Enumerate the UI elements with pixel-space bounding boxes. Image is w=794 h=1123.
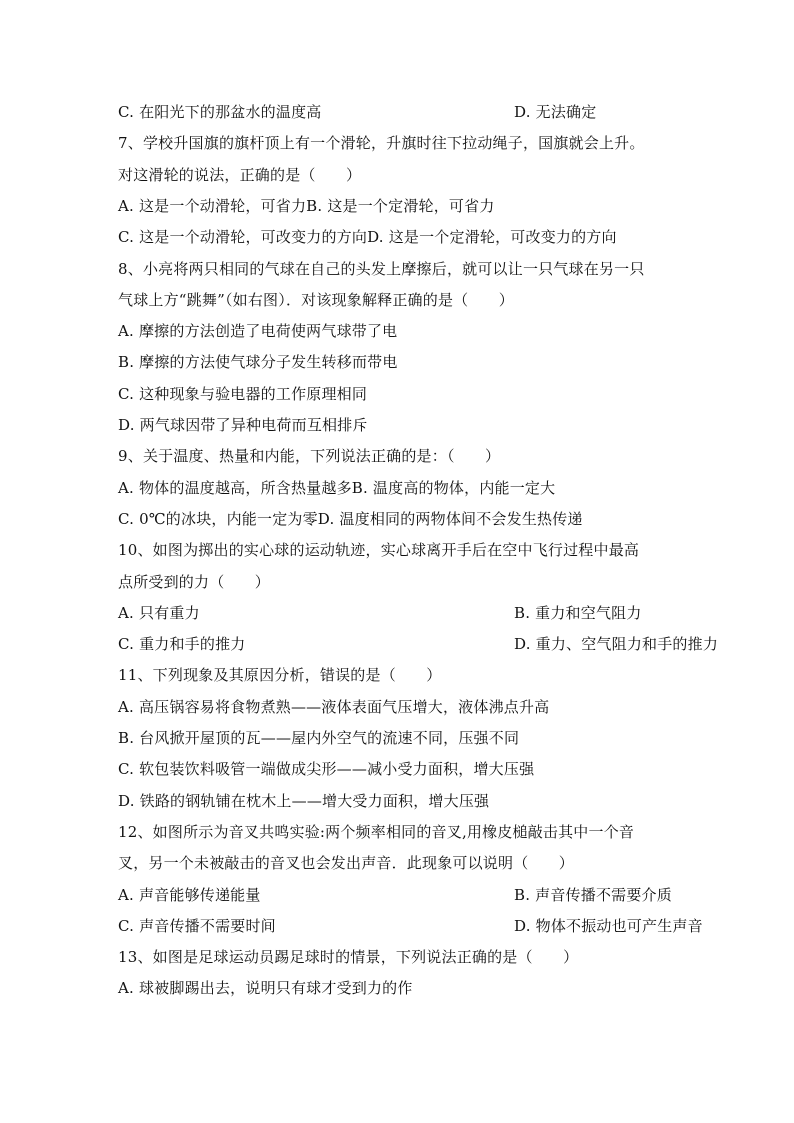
text-line xyxy=(118,410,718,441)
text-line xyxy=(118,128,718,159)
line-text: 12、如图所示为音叉共鸣实验:两个频率相同的音叉,用橡皮槌敲击其中一个音 xyxy=(118,822,635,841)
line-text: D. 两气球因带了异种电荷而互相排斥 xyxy=(118,416,368,434)
text-line xyxy=(118,97,718,128)
line-text: C. 声音传播不需要时间 xyxy=(118,916,276,935)
line-option-right: D. 无法确定 xyxy=(514,103,597,121)
line-text: C. 这是一个动滑轮，可改变力的方向D. 这是一个定滑轮，可改变力的方向 xyxy=(118,228,617,247)
text-line xyxy=(118,754,718,785)
line-text: 13、如图是足球运动员踢足球时的情景，下列说法正确的是（ ） xyxy=(118,948,579,967)
text-line xyxy=(118,880,718,911)
text-line xyxy=(118,817,718,848)
line-text: 点所受到的力（ ） xyxy=(118,572,271,591)
line-text: 7、学校升国旗的旗杆顶上有一个滑轮，升旗时往下拉动绳子，国旗就会上升。 xyxy=(118,134,645,153)
text-line xyxy=(118,660,718,691)
line-text: A. 这是一个动滑轮，可省力B. 这是一个定滑轮，可省力 xyxy=(118,196,495,215)
text-line xyxy=(118,473,718,504)
text-line xyxy=(118,222,718,253)
text-line xyxy=(118,629,718,660)
line-text: C. 0℃的冰块，内能一定为零D. 温度相同的两物体间不会发生热传递 xyxy=(118,509,583,528)
line-text: 9、关于温度、热量和内能，下列说法正确的是：（ ） xyxy=(118,447,501,466)
line-text: A. 物体的温度越高，所含热量越多B. 温度高的物体，内能一定大 xyxy=(118,478,556,497)
text-line xyxy=(118,692,718,723)
text-line xyxy=(118,598,718,629)
line-text: C. 软包装饮料吸管一端做成尖形——减小受力面积，增大压强 xyxy=(118,760,535,779)
line-option-right: D. 重力、空气阻力和手的推力 xyxy=(514,635,719,654)
text-line xyxy=(118,379,718,410)
line-text: A. 球被脚踢出去，说明只有球才受到力的作 xyxy=(118,979,413,998)
text-line xyxy=(118,973,718,1004)
text-line xyxy=(118,316,718,347)
text-line xyxy=(118,160,718,191)
line-text: 10、如图为掷出的实心球的运动轨迹，实心球离开手后在空中飞行过程中最高 xyxy=(118,541,640,560)
text-line xyxy=(118,254,718,285)
text-line xyxy=(118,567,718,598)
text-line xyxy=(118,285,718,316)
line-text: 叉，另一个未被敲击的音叉也会发出声音．此现象可以说明（ ） xyxy=(118,854,575,873)
text-line xyxy=(118,911,718,942)
line-text: B. 摩擦的方法使气球分子发生转移而带电 xyxy=(118,353,398,372)
line-text: 8、小亮将两只相同的气球在自己的头发上摩擦后，就可以让一只气球在另一只 xyxy=(118,259,645,278)
text-line xyxy=(118,942,718,973)
line-text: B. 台风掀开屋顶的瓦——屋内外空气的流速不同，压强不同 xyxy=(118,729,520,747)
line-text: A. 摩擦的方法创造了电荷使两气球带了电 xyxy=(118,322,398,341)
text-line xyxy=(118,723,718,754)
line-option-right: B. 重力和空气阻力 xyxy=(514,603,642,622)
line-text: D. 铁路的钢轨铺在枕木上——增大受力面积，增大压强 xyxy=(118,791,490,810)
line-text: A. 高压锅容易将食物煮熟——液体表面气压增大，液体沸点升高 xyxy=(118,697,550,716)
line-option-right: B. 声音传播不需要介质 xyxy=(514,885,672,904)
text-line xyxy=(118,347,718,378)
line-text: C. 这种现象与验电器的工作原理相同 xyxy=(118,384,368,403)
text-line xyxy=(118,441,718,472)
text-line xyxy=(118,535,718,566)
line-text: 11、下列现象及其原因分析，错误的是（ ） xyxy=(118,666,442,685)
line-text: 气球上方“跳舞”（如右图）．对该现象解释正确的是（ ） xyxy=(118,290,514,309)
text-line xyxy=(118,848,718,879)
line-text: C. 在阳光下的那盆水的温度高 xyxy=(118,103,322,121)
line-text: C. 重力和手的推力 xyxy=(118,635,246,654)
line-text: 对这滑轮的说法，正确的是（ ） xyxy=(118,165,362,184)
line-text: A. 声音能够传递能量 xyxy=(118,885,261,904)
line-text: A. 只有重力 xyxy=(118,603,200,622)
line-option-right: D. 物体不振动也可产生声音 xyxy=(514,916,703,935)
text-line xyxy=(118,786,718,817)
text-line xyxy=(118,504,718,535)
text-line xyxy=(118,191,718,222)
